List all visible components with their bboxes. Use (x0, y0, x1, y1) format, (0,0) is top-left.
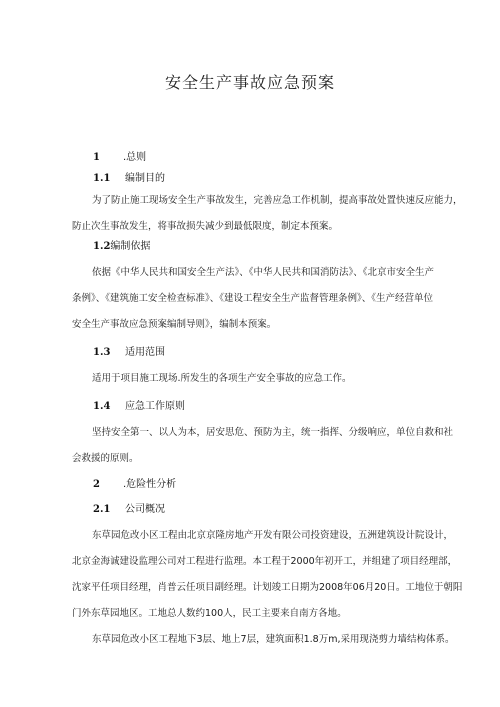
paragraph-line: 适用于项目施工现场.所发生的各项生产安全事故的应急工作。 (92, 373, 352, 384)
paragraph-line: 北京金海诚建设监理公司对工程进行监理。本工程于2000年初开工，并组建了项目经理部， (72, 556, 458, 567)
paragraph-company-overview (72, 523, 463, 653)
paragraph-line: 条例》、《建筑施工安全检查标准》、《建设工程安全生产监督管理条例》、《生产经营单位 (72, 293, 434, 304)
section-heading-2-1 (93, 503, 165, 517)
section-number: 1 (93, 152, 100, 163)
section-heading-1-4 (93, 400, 185, 414)
paragraph-line: 为了防止施工现场安全生产事故发生，完善应急工作机制，提高事故处置快速反应能力， (92, 195, 463, 206)
section-heading-1-2 (93, 240, 150, 254)
section-number: 2.1 (93, 504, 111, 515)
section-label: .危险性分析 (123, 479, 177, 490)
paragraph-principles (72, 420, 454, 472)
section-number: 2 (93, 479, 100, 490)
document-title: 安全生产事故应急预案 (164, 73, 335, 92)
section-label: 编制目的 (125, 173, 165, 184)
section-heading-1 (93, 151, 146, 165)
section-label: .总则 (123, 152, 147, 163)
paragraph-line: 东草园危改小区工程地下3层、地上7层，建筑面积1.8万m,采用现浇剪力墙结构体系。 (92, 634, 455, 645)
paragraph-line: 门外东草园地区。工地总人数约100人，民工主要来自南方各地。 (72, 608, 347, 619)
section-label: 编制依据 (110, 241, 151, 252)
section-number: 1.4 (93, 401, 111, 412)
section-number: 1.3 (93, 347, 111, 358)
paragraph-line: 依据《中华人民共和国安全生产法》、《中华人民共和国消防法》、《北京市安全生产 (92, 267, 435, 278)
section-heading-2 (93, 478, 176, 492)
paragraph-line: 安全生产事故应急预案编制导则》，编制本预案。 (72, 319, 277, 330)
paragraph-line: 沈家平任项目经理，肖普云任项目副经理。计划竣工日期为2008年06月20日。工地位于朝阳 (72, 582, 463, 593)
paragraph-basis (72, 260, 444, 338)
section-number: 1.1 (93, 173, 111, 184)
paragraph-line: 坚持安全第一、以人为本，居安思危、预防为主，统一指挥、分级响应，单位自救和社 (92, 427, 454, 438)
paragraph-line: 东草园危改小区工程由北京京隆房地产开发有限公司投资建设，五洲建筑设计院设计， (92, 530, 454, 541)
section-number: 1.2 (93, 241, 111, 252)
section-label: 应急工作原则 (125, 401, 185, 412)
section-label: 公司概况 (125, 504, 165, 515)
paragraph-line: 防止次生事故发生，将事故损失减少到最低限度，制定本预案。 (72, 221, 339, 232)
section-heading-1-1 (93, 172, 165, 186)
paragraph-scope (72, 366, 444, 392)
paragraph-purpose (72, 188, 463, 240)
section-heading-1-3 (93, 346, 165, 360)
paragraph-line: 会救援的原则。 (72, 453, 139, 464)
section-label: 适用范围 (125, 347, 165, 358)
